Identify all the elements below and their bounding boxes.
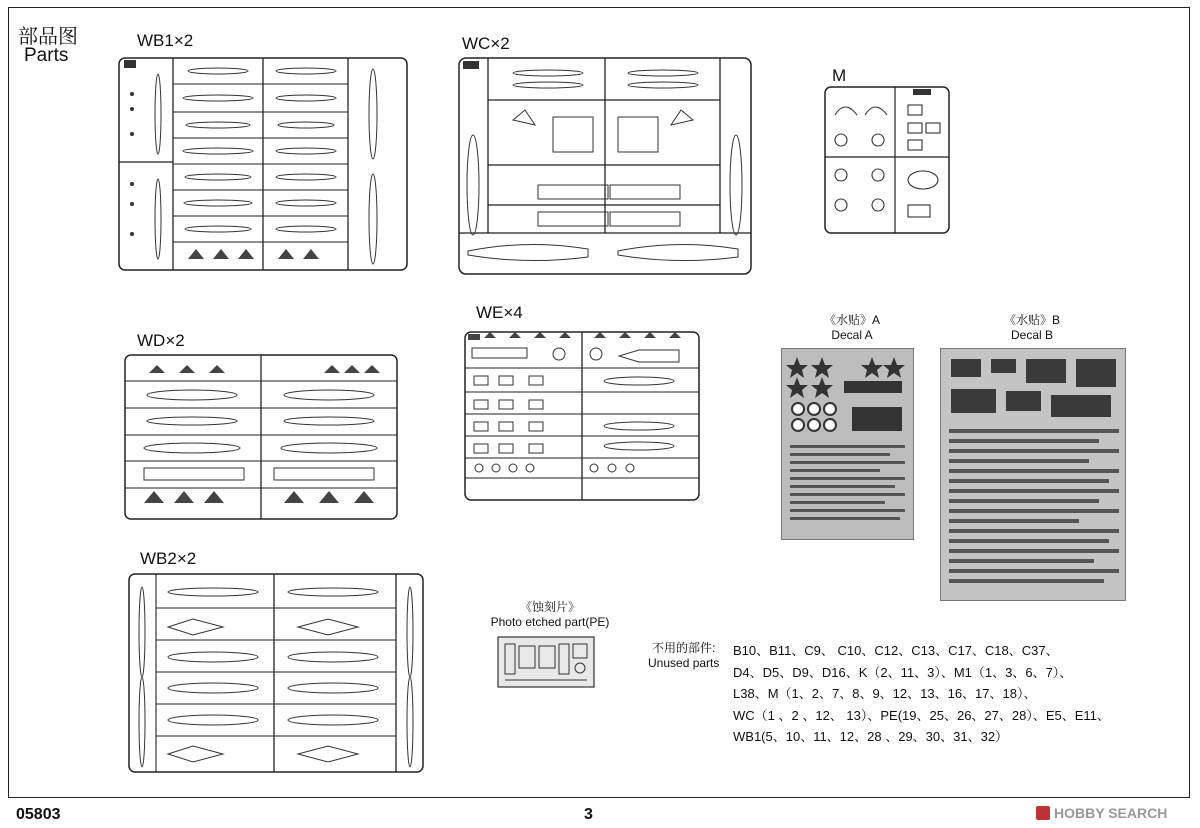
page-title-en: Parts: [24, 45, 69, 66]
unused-line: WC（1 、2 、12、 13）、PE(19、25、26、27、28）、E5、E11、: [733, 707, 1110, 723]
watermark: [1036, 805, 1167, 821]
sprue-label-wd: WD×2: [137, 331, 185, 350]
sprue-wd-drawing: [124, 353, 398, 521]
pe-caption: [480, 600, 620, 630]
hobby-search-logo-icon: [1036, 806, 1050, 820]
decal-b-label-cn: 《水贴》B: [1003, 313, 1060, 327]
decal-a-label-cn: 《水贴》A: [823, 313, 880, 327]
decal-b-label-en: Decal B: [1010, 328, 1054, 342]
sprue-m-drawing: [823, 85, 951, 235]
unused-parts-caption: [648, 641, 719, 671]
sprue-label-wb2: WB2×2: [140, 549, 197, 568]
decal-a-caption: [812, 313, 892, 343]
sprue-label-we: WE×4: [476, 303, 523, 322]
unused-line: D4、D5、D9、D16、K（2、11、3）、M1（1、3、6、7）、: [733, 664, 1073, 680]
pe-label-en: Photo etched part(PE): [490, 615, 610, 629]
decal-b-caption: [992, 313, 1072, 343]
sprue-label-wb1: WB1×2: [137, 31, 194, 50]
unused-label-cn: 不用的部件:: [652, 641, 716, 655]
product-code: 05803: [16, 806, 61, 823]
pe-label-cn: 《蚀刻片》: [519, 600, 580, 614]
sprue-wb1-drawing: [118, 54, 408, 272]
sprue-wb2-drawing: [128, 572, 424, 774]
page-title-cn: 部品图: [18, 24, 78, 48]
watermark-text: HOBBY SEARCH: [1054, 805, 1168, 821]
decal-sheet-b: [940, 348, 1126, 601]
sprue-we-drawing: [464, 326, 700, 502]
sprue-label-wc: WC×2: [462, 34, 510, 53]
unused-label-en: Unused parts: [648, 656, 720, 670]
decal-sheet-a: [781, 348, 914, 540]
sprue-wc-drawing: [458, 55, 752, 277]
page-number: 3: [584, 806, 593, 823]
decal-a-label-en: Decal A: [831, 328, 873, 342]
unused-line: B10、B11、C9、 C10、C12、C13、C17、C18、C37、: [733, 643, 1059, 658]
unused-parts-list: [733, 640, 1173, 748]
unused-line: WB1(5、10、11、12、28 、29、30、31、32）: [733, 729, 1009, 744]
pe-fret-drawing: [497, 636, 595, 688]
unused-line: L38、M（1、2、7、8、9、12、13、16、17、18）、: [733, 686, 1037, 701]
sprue-label-m: M: [832, 66, 847, 85]
